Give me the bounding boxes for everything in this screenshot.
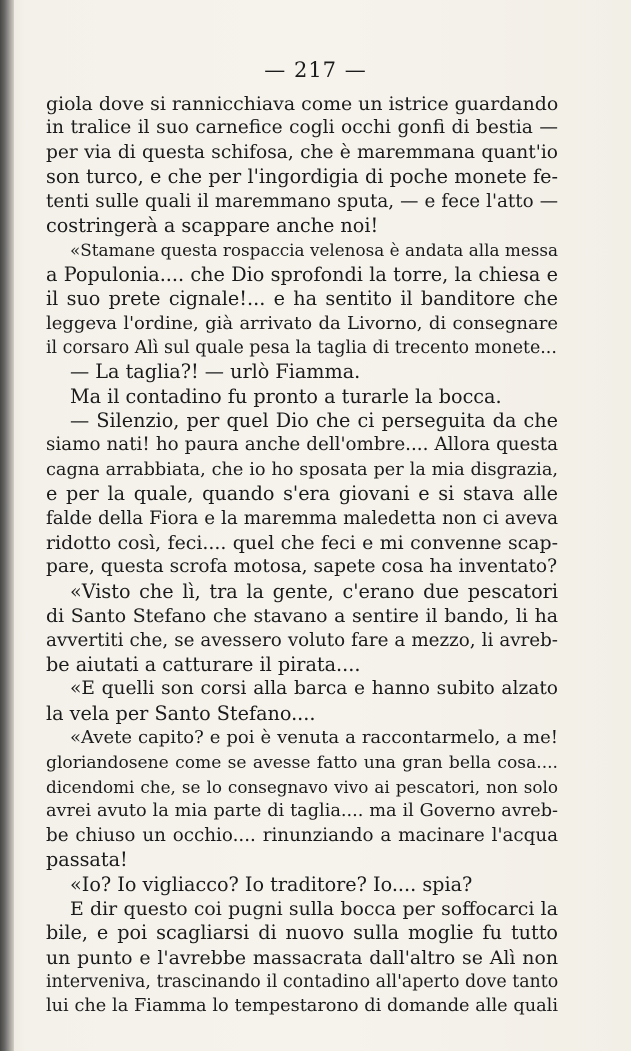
text-line: ridotto così, feci.... quel che feci e mi convenne scap- — [46, 532, 558, 555]
text-line: un punto e l'avrebbe massacrata dall'altro se Alì non — [46, 946, 558, 969]
text-line: gloriandosene come se avesse fatto una gran bella cosa.... — [46, 752, 558, 773]
text-line: costringerà a scappare anche noi! — [46, 213, 379, 237]
text-line: falde della Fiora e la maremma maledetta non ci aveva — [46, 507, 558, 529]
text-line: siamo nati! ho paura anche dell'ombre.... Allora questa — [46, 434, 558, 456]
text-line: son turco, e che per l'ingordigia di poche monete fe- — [46, 165, 558, 189]
text-line: «Io? Io vigliacco? Io traditore? Io.... spia? — [70, 872, 473, 896]
text-line: la vela per Santo Stefano.... — [46, 701, 316, 725]
text-line: «Visto che lì, tra la gente, c'erano due pescatori — [70, 579, 558, 603]
text-line: leggeva l'ordine, già arrivato da Livorno, di consegnare — [46, 312, 558, 334]
text-line: e per la quale, quando s'era giovani e si stava alle — [46, 482, 558, 506]
text-line: tenti sulle quali il maremmano sputa, — e fece l'atto — — [46, 190, 558, 212]
text-line: bile, e poi scagliarsi di nuovo sulla moglie fu tutto — [46, 921, 558, 945]
text-line: «Avete capito? e poi è venuta a raccontarmelo, a me! — [70, 727, 558, 749]
text-line: il corsaro Alì sul quale pesa la taglia di trecento monete... — [46, 337, 557, 358]
body-text — [46, 92, 558, 1019]
page-number: — 217 — — [264, 58, 367, 82]
text-line: dicendomi che, se lo consegnavo vivo ai pescatori, non solo — [46, 776, 558, 797]
text-line: per via di questa schifosa, che è maremmana quant'io — [46, 141, 558, 163]
text-line: avrei avuto la mia parte di taglia.... ma il Governo avreb- — [46, 801, 558, 822]
text-line: di Santo Stefano che stavano a sentire il bando, li ha — [46, 605, 558, 628]
book-spine-shadow — [0, 0, 14, 1051]
text-line: passata! — [46, 848, 128, 872]
text-line: pare, questa scrofa motosa, sapete cosa ha inventato? — [46, 556, 558, 578]
text-line: be aiutati a catturare il pirata.... — [46, 652, 361, 676]
text-line: E dir questo coi pugni sulla bocca per soffocarci la — [70, 897, 558, 920]
text-line: avvertiti che, se avessero voluto fare a mezzo, li avreb- — [46, 629, 558, 651]
text-line: Ma il contadino fu pronto a turarle la bocca. — [70, 384, 502, 408]
text-line: «Stamane questa rospaccia velenosa è andata alla messa — [70, 240, 558, 261]
text-line: — Silenzio, per quel Dio che ci perseguita da che — [70, 409, 558, 433]
text-line: in tralice il suo carnefice cogli occhi gonfi di bestia — — [46, 117, 558, 139]
text-line: «E quelli son corsi alla barca e hanno subito alzato — [70, 678, 558, 700]
text-line: interveniva, trascinando il contadino all'aperto dove tanto — [46, 972, 559, 993]
text-line: a Populonia.... che Dio sprofondi la torre, la chiesa e — [46, 262, 558, 286]
text-line: — La taglia?! — urlò Fiamma. — [70, 360, 361, 384]
text-line: cagna arrabbiata, che io ho sposata per la mia disgrazia, — [46, 459, 558, 480]
text-line: il suo prete cignale!... e ha sentito il banditore che — [46, 287, 558, 311]
text-line: giola dove si rannicchiava come un istrice guardando — [46, 93, 559, 115]
text-line: be chiuso un occhio.... rinunziando a macinare l'acqua — [46, 824, 558, 846]
text-line: lui che la Fiamma lo tempestarono di domande alle quali — [46, 996, 558, 1017]
